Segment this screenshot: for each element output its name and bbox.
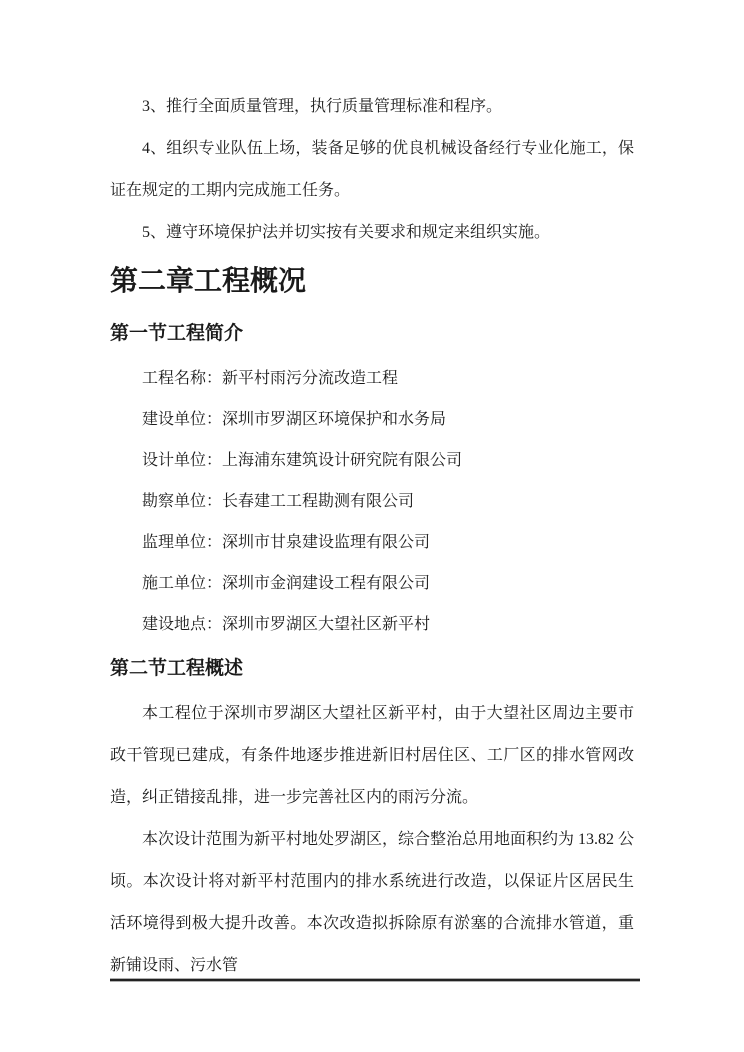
section-2-heading: 第二节工程概述 — [110, 658, 244, 679]
chapter-heading: 第二章工程概况 — [110, 266, 307, 297]
info-design-unit: 设计单位：上海浦东建筑设计研究院有限公司 — [142, 452, 463, 469]
paragraph-overview-1: 本工程位于深圳市罗湖区大望社区新平村，由于大望社区周边主要市政干管现已建成，有条件地逐步推进新旧村居住区、工厂区的排水管网改造，纠正错接乱排，进一步完善社区内的雨污分流。 — [110, 705, 634, 806]
info-build-location: 建设地点：深圳市罗湖区大望社区新平村 — [142, 616, 431, 633]
footer-divider-line — [110, 978, 640, 982]
paragraph-professional-team: 4、组织专业队伍上场，装备足够的优良机械设备经行专业化施工，保证在规定的工期内完成施工任务。 — [110, 140, 634, 199]
info-construction-unit: 建设单位：深圳市罗湖区环境保护和水务局 — [142, 411, 447, 428]
paragraph-quality-management: 3、推行全面质量管理，执行质量管理标准和程序。 — [142, 98, 503, 115]
section-1-heading: 第一节工程简介 — [110, 323, 244, 344]
info-project-name: 工程名称：新平村雨污分流改造工程 — [142, 370, 399, 387]
info-contractor-unit: 施工单位：深圳市金润建设工程有限公司 — [142, 575, 431, 592]
info-survey-unit: 勘察单位：长春建工工程勘测有限公司 — [142, 493, 415, 510]
paragraph-overview-2: 本次设计范围为新平村地处罗湖区，综合整治总用地面积约为 13.82 公顷。本次设计将对新平村范围内的排水系统进行改造，以保证片区居民生活环境得到极大提升改善。本次改造拟拆除原有淤塞的合流排水管道，重新铺设雨、污水管 — [110, 831, 635, 974]
info-supervision-unit: 监理单位：深圳市甘泉建设监理有限公司 — [142, 534, 431, 551]
paragraph-environment-law: 5、遵守环境保护法并切实按有关要求和规定来组织实施。 — [142, 224, 551, 241]
